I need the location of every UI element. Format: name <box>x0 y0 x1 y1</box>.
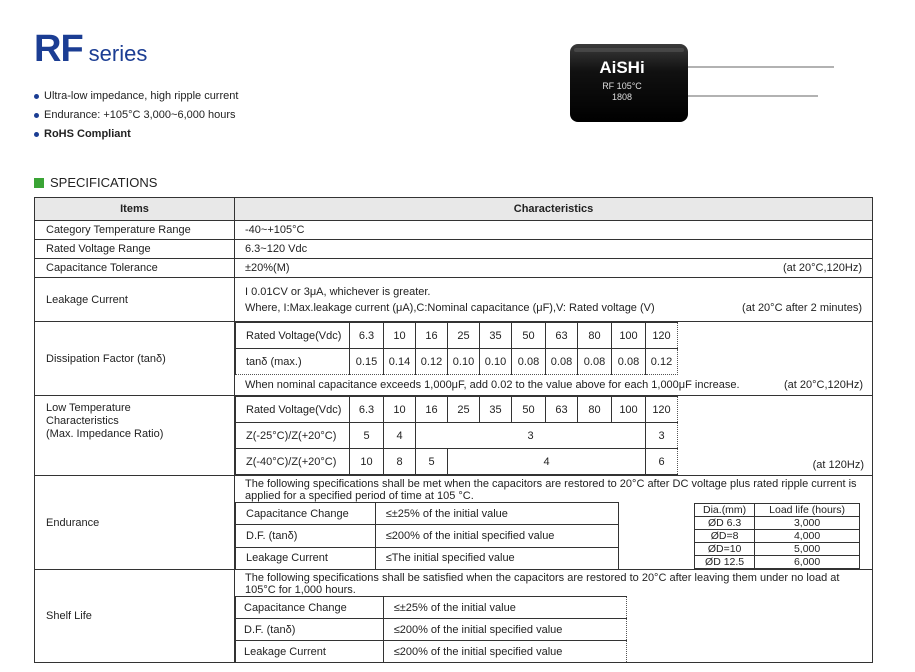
table-row: Dissipation Factor (tanδ) Rated Voltage(Vdc) 6.3 10 16 25 35 50 63 80 100 120 tanδ (max.) 0.15 0.14 0.12 0.10 0.10 0.08 0.08 0.08 0.08 0.12 When nominal capacitance exceeds 1,000μF, add 0.02 to the value above for each 1,000μF increase. (at 20°C,120Hz) <box>35 322 873 396</box>
series-title-sub: series <box>88 41 148 66</box>
date-code: 1808 <box>611 92 633 102</box>
col-characteristics-header: Characteristics <box>235 198 873 221</box>
section-title: SPECIFICATIONS <box>34 175 157 190</box>
table-row: Leakage Current I 0.01CV or 3μA, whichever is greater. Where, I:Max.leakage current (μA),C:Nominal capacitance (μF),V: Rated voltage (V) (at 20°C after 2 minutes) <box>35 278 873 322</box>
feature-item: RoHS Compliant <box>34 125 238 144</box>
brand-logo-text: AiSHi <box>599 58 645 77</box>
endurance-criteria: Capacitance Change ≤±25% of the initial value D.F. (tanδ) ≤200% of the initial specified value Leakage Current ≤The initial specified value <box>235 502 619 569</box>
table-row: Low Temperature Characteristics (Max. Impedance Ratio) Rated Voltage(Vdc) 6.3 10 16 25 35 50 63 80 100 120 Z(-25°C)/Z(+20°C) 5 4 3 3 Z(-40°C)/Z(+20°C) 10 8 5 4 6 (at 120Hz) <box>35 396 873 476</box>
series-title <box>34 28 147 72</box>
series-marking: RF 105°C <box>602 81 642 91</box>
impedance-subtable: Rated Voltage(Vdc) 6.3 10 16 25 35 50 63 80 100 120 Z(-25°C)/Z(+20°C) 5 4 3 3 Z(-40°C)/Z(+20°C) 10 8 5 4 6 <box>235 396 678 475</box>
table-row: Rated Voltage Range 6.3~120 Vdc <box>35 240 873 259</box>
green-square-icon <box>34 178 44 188</box>
load-life-table: Dia.(mm) Load life (hours) ØD 6.3 3,000 ØD=8 4,000 ØD=10 5,000 ØD 12.5 6,000 <box>694 503 860 569</box>
series-title-main: RF <box>34 28 83 70</box>
table-row: Category Temperature Range -40~+105°C <box>35 221 873 240</box>
table-header <box>35 198 873 221</box>
capacitor-image <box>562 40 852 130</box>
feature-item: Endurance: +105°C 3,000~6,000 hours <box>34 106 238 125</box>
bullet-icon <box>34 113 39 118</box>
table-row: Endurance The following specifications shall be met when the capacitors are restored to 20°C after DC voltage plus rated ripple current is applied for a specified period of time at 105 °C. Capacitance Change ≤±25% of the initial value D.F. (tanδ) ≤200% of the initial specified value Leakage Current ≤The initial specified value Dia.(mm) Load life (hours) ØD 6.3 3,000 ØD=8 4,000 ØD=10 5,000 ØD 12.5 6,000 <box>35 476 873 570</box>
bullet-icon <box>34 132 39 137</box>
feature-list <box>34 87 238 144</box>
table-row: Shelf Life The following specifications shall be satisfied when the capacitors are restored to 20°C after leaving them under no load at 105°C for 1,000 hours. Capacitance Change ≤±25% of the initial value D.F. (tanδ) ≤200% of the initial specified value Leakage Current ≤200% of the initial specified value <box>35 570 873 663</box>
shelf-life-criteria: Capacitance Change ≤±25% of the initial value D.F. (tanδ) ≤200% of the initial specified value Leakage Current ≤200% of the initial specified value <box>235 596 627 662</box>
specifications-table <box>34 197 873 663</box>
col-items-header: Items <box>35 198 235 221</box>
df-subtable: Rated Voltage(Vdc) 6.3 10 16 25 35 50 63 80 100 120 tanδ (max.) 0.15 0.14 0.12 0.10 0.10 0.08 0.08 0.08 0.08 0.12 <box>235 322 678 375</box>
bullet-icon <box>34 94 39 99</box>
feature-item: Ultra-low impedance, high ripple current <box>34 87 238 106</box>
table-row: Capacitance Tolerance ±20%(M) (at 20°C,120Hz) <box>35 259 873 278</box>
